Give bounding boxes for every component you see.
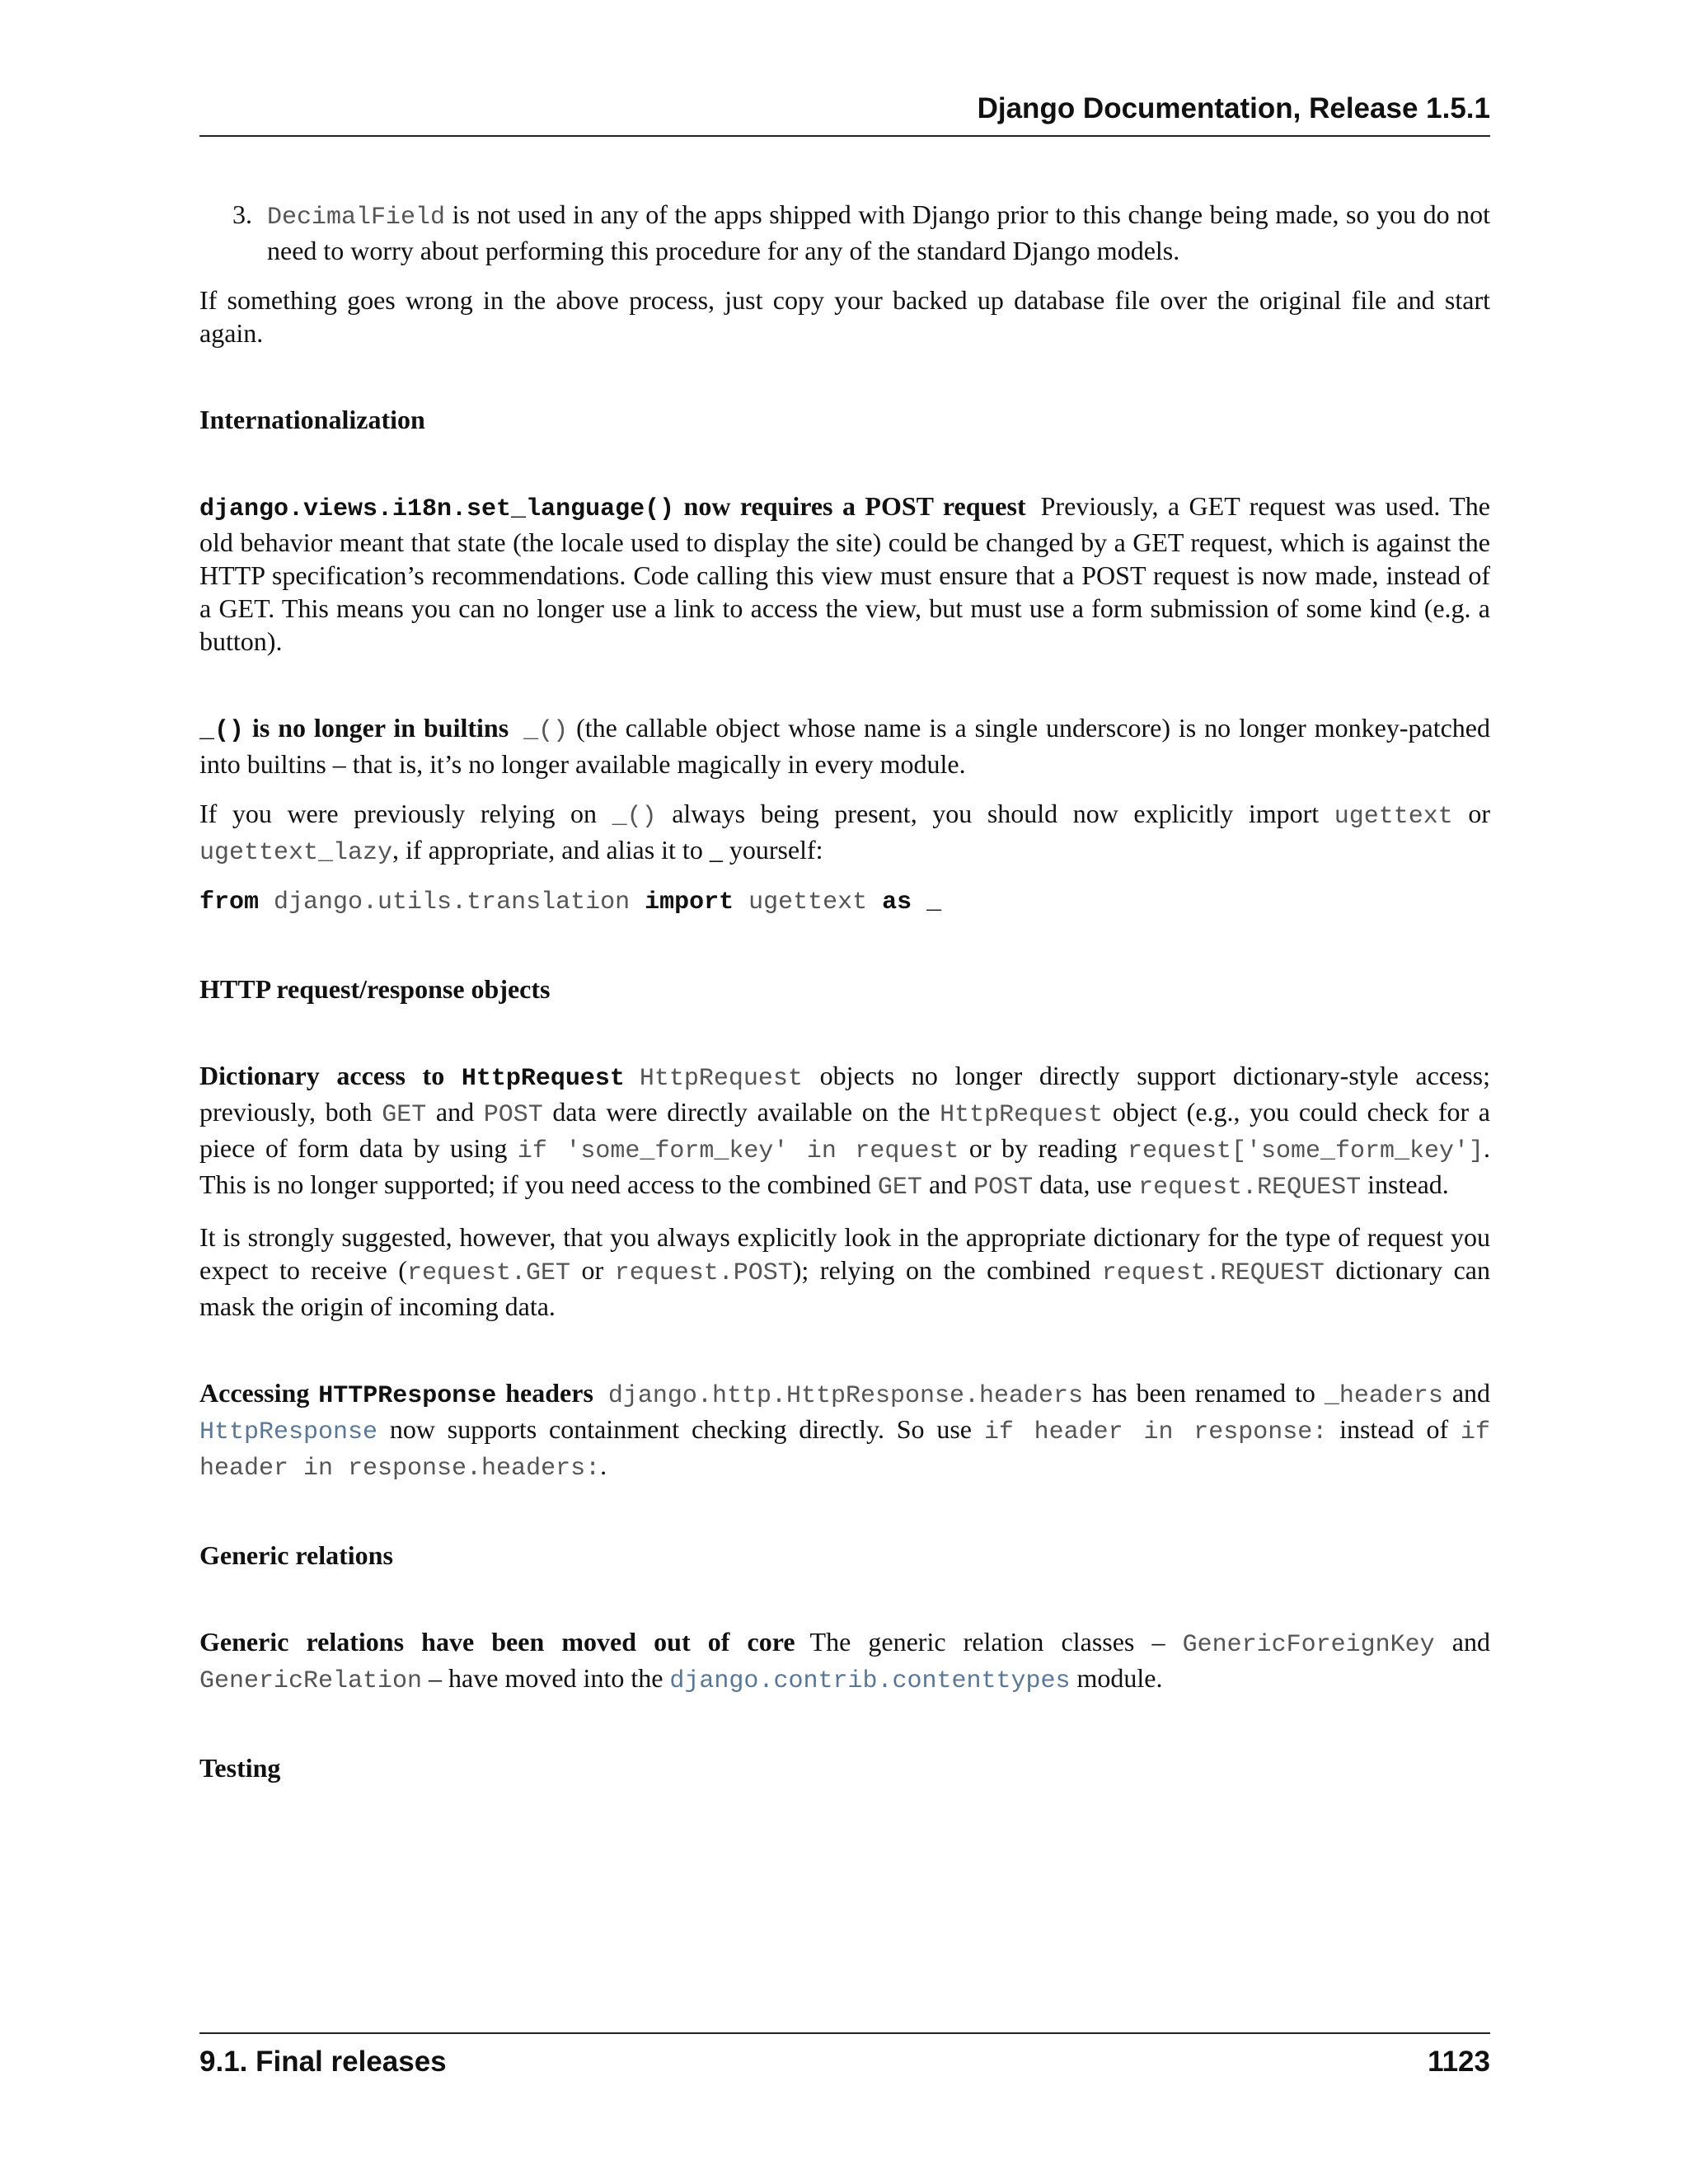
paragraph-builtins: _() is no longer in builtins _() (the callable object whose name is a single underscore) is no longer monkey-patched into builtins – that is, it’s no longer available magically in every module.	[199, 713, 1491, 779]
header-title: Django Documentation, Release 1.5.1	[977, 92, 1490, 124]
paragraph-recover: If something goes wrong in the above process, just copy your backed up database file over the original file and start again.	[199, 285, 1490, 348]
heading-internationalization: Internationalization	[199, 405, 425, 434]
list-item-text: DecimalField is not used in any of the apps shipped with Django prior to this change being made, so you do not need to worry about performing this procedure for any of the standard Django models.	[267, 199, 1490, 265]
heading-generic-relations: Generic relations	[199, 1540, 393, 1570]
paragraph-headers: Accessing HTTPResponse headers django.http.HttpResponse.headers has been renamed to _headers and HttpResponse now supports containment checking directly. So use if header in response: instead of if header in response.headers:.	[199, 1378, 1491, 1483]
list-number: 3.	[232, 199, 252, 229]
paragraph-ugettext: If you were previously relying on _() always being present, you should now explicitly import ugettext or ugettext_lazy, if appropriate, and alias it to _ yourself:	[199, 799, 1491, 867]
paragraph-generic: Generic relations have been moved out of core The generic relation classes – GenericForeignKey and GenericRelation – have moved into the django.contrib.contenttypes module.	[199, 1627, 1491, 1695]
footer-section: 9.1. Final releases	[199, 2046, 447, 2078]
httpresponse-link[interactable]: HttpResponse	[199, 1418, 378, 1446]
paragraph-suggestion: It is strongly suggested, however, that you always explicitly look in the appropriate dictionary for the type of request you expect to receive (request.GET or request.POST); relying on the combined request.REQUEST dictionary can mask the origin of incoming data.	[199, 1222, 1490, 1321]
paragraph-dict-access: Dictionary access to HttpRequest HttpRequest objects no longer directly support dictionary-style access; previously, both GET and POST data were directly available on the HttpRequest object (e.g., you could check for a piece of form data by using if 'some_form_key' in request or by reading request['some_form_key']. This is no longer supported; if you need access to the combined GET and POST data, use request.REQUEST instead.	[199, 1061, 1491, 1202]
paragraph-set-language: django.views.i18n.set_language() now requires a POST request Previously, a GET request was used. The old behavior meant that state (the locale used to display the site) could be changed by a GET request, which is against the HTTP specification’s recommendations. Code calling this view must ensure that a POST request is now made, instead of a GET. This means you can no longer use a link to access the view, but must use a form submission of some kind (e.g. a button).	[199, 491, 1491, 656]
runin-title: django.views.i18n.set_language() now requires a POST request	[199, 491, 1026, 523]
running-header	[199, 91, 1490, 137]
code-block: from django.utils.translation import ugettext as _	[199, 888, 942, 916]
heading-testing: Testing	[199, 1753, 281, 1783]
runin-title: _() is no longer in builtins	[199, 713, 509, 745]
page-content	[199, 198, 1490, 1784]
running-footer	[199, 2032, 1490, 2080]
runin-title: Accessing HTTPResponse headers	[199, 1378, 593, 1410]
page-number: 1123	[1428, 2046, 1490, 2078]
runin-title: Generic relations have been moved out of core	[199, 1627, 795, 1657]
contenttypes-link[interactable]: django.contrib.contenttypes	[669, 1667, 1071, 1695]
heading-http: HTTP request/response objects	[199, 974, 551, 1004]
runin-title: Dictionary access to HttpRequest	[199, 1061, 625, 1093]
list-item	[232, 198, 1490, 267]
